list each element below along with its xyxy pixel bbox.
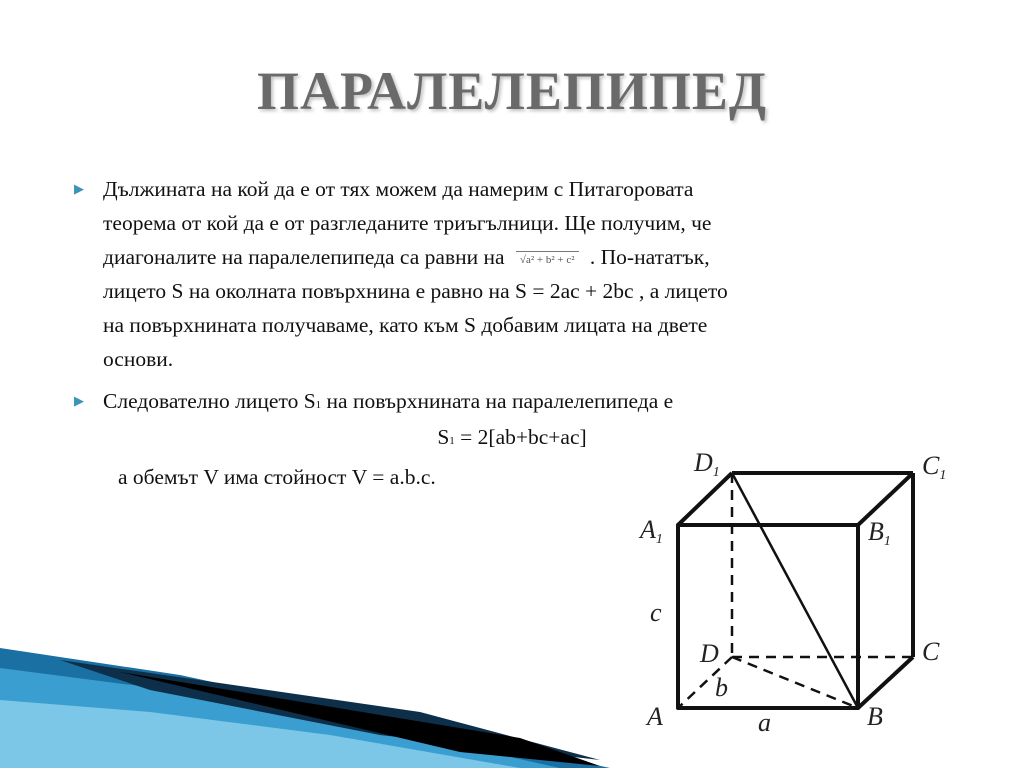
paragraph-text: . По-нататък, (589, 245, 710, 269)
bullet-paragraph-1 (74, 172, 954, 376)
slide-title: ПАРАЛЕЛЕПИПЕД (256, 61, 768, 121)
vertex-labels (638, 448, 946, 737)
surface-formula (0, 425, 1024, 450)
paragraph-line: Дължината на кой да е от тях можем да намерим с Питагоровата (103, 177, 694, 201)
label-b1: B1 (868, 517, 891, 549)
label-edge-a: a (758, 708, 771, 737)
label-edge-b: b (715, 673, 728, 702)
formula-symbol: S (437, 425, 450, 449)
box-hidden-edges (678, 473, 913, 708)
label-a1: A1 (640, 515, 663, 547)
decorative-swoosh (0, 648, 610, 768)
paragraph-line: теорема от кой да е от разгледаните триъгълници. Ще получим, че (103, 211, 712, 235)
paragraph-line: основи. (103, 347, 174, 371)
label-edge-c: c (650, 598, 662, 627)
label-b: B (867, 702, 883, 731)
bullet-arrow-icon: ▶ (74, 181, 84, 196)
paragraph-text: диагоналите на паралелепипеда са равни на (103, 245, 505, 269)
volume-formula: а обемът V има стойност V = a.b.c. (118, 465, 436, 489)
label-d1: D1 (694, 448, 720, 480)
paragraph-line: на повърхнината получаваме, като към S добавим лицата на двете (103, 313, 708, 337)
formula-expression: = 2[ab+bc+ac] (454, 425, 587, 449)
box-solid-edges (678, 473, 913, 708)
subscript: 1 (315, 399, 322, 411)
bullet-arrow-icon: ▶ (74, 393, 84, 408)
label-c: C (922, 637, 940, 666)
paragraph-line (103, 240, 954, 274)
label-a: A (647, 702, 663, 731)
bullet-paragraph-2 (74, 384, 954, 422)
diagonal-formula: √a² + b² + c² (516, 251, 579, 268)
space-diagonal (732, 473, 858, 708)
label-d: D (700, 639, 719, 668)
paragraph-text: Следователно лицето S (103, 389, 316, 413)
paragraph-text: на повърхнината на паралелепипеда е (321, 389, 674, 413)
paragraph-line: лицето S на околната повърхнина е равно на S = 2ac + 2bc , а лицето (103, 279, 728, 303)
subscript: 1 (449, 435, 455, 447)
label-c1: C1 (922, 451, 947, 483)
